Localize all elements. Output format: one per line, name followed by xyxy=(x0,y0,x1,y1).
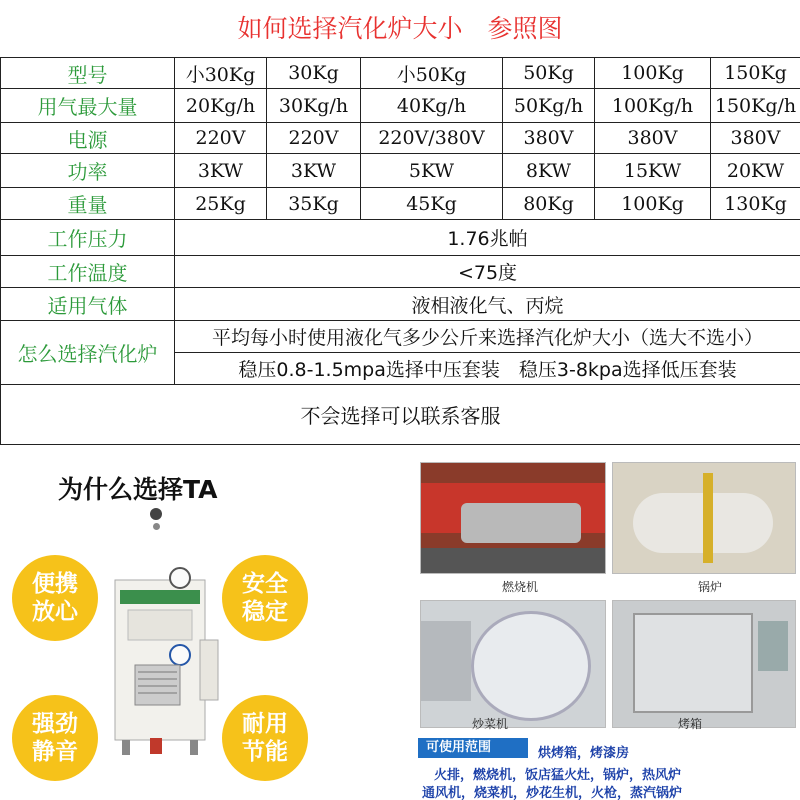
spec-cell: 3KW xyxy=(267,154,361,188)
spec-wide-cell: 液相液化气、丙烷 xyxy=(175,288,800,321)
contact-footer: 不会选择可以联系客服 xyxy=(1,385,800,445)
oven-photo xyxy=(612,600,796,728)
spec-cell: 小50Kg xyxy=(361,58,503,89)
spec-row xyxy=(1,220,800,256)
spec-wide-cell: 1.76兆帕 xyxy=(175,220,800,256)
row-label: 用气最大量 xyxy=(1,89,175,123)
badge-safe: 安全 稳定 xyxy=(222,555,308,641)
usage-line-3: 通风机，烧菜机，炒花生机，火枪，蒸汽锅炉 xyxy=(422,786,683,800)
spec-cell: 380V xyxy=(595,123,711,154)
spec-cell: 150Kg/h xyxy=(711,89,800,123)
burner-photo xyxy=(420,462,606,574)
spec-cell: 220V/380V xyxy=(361,123,503,154)
spec-cell: 15KW xyxy=(595,154,711,188)
dot-icon xyxy=(153,523,160,530)
spec-cell: 3KW xyxy=(175,154,267,188)
row-label: 适用气体 xyxy=(1,288,175,321)
usage-line-1: 烘烤箱，烤漆房 xyxy=(538,746,630,761)
spec-cell: 20KW xyxy=(711,154,800,188)
spec-cell: 25Kg xyxy=(175,188,267,220)
caption-wok-machine: 炒菜机 xyxy=(471,717,508,731)
row-label: 重量 xyxy=(1,188,175,220)
spec-cell: 220V xyxy=(175,123,267,154)
row-label: 怎么选择汽化炉 xyxy=(1,321,175,385)
boiler-photo xyxy=(612,462,796,574)
badge-portable: 便携 放心 xyxy=(12,555,98,641)
spec-cell: 40Kg/h xyxy=(361,89,503,123)
spec-cell: 380V xyxy=(503,123,595,154)
vaporizer-image xyxy=(100,560,230,760)
spec-row xyxy=(1,89,800,123)
badge-durable: 耐用 节能 xyxy=(222,695,308,781)
spec-row xyxy=(1,154,800,188)
choose-line-2: 稳压0.8-1.5mpa选择中压套装 稳压3-8kpa选择低压套装 xyxy=(175,353,800,385)
spec-table xyxy=(0,57,800,445)
spec-row xyxy=(1,256,800,288)
spec-cell: 100Kg xyxy=(595,188,711,220)
dot-icon xyxy=(150,508,162,520)
spec-cell: 35Kg xyxy=(267,188,361,220)
usage-line-2: 火排，燃烧机，饭店猛火灶，锅炉，热风炉 xyxy=(434,768,682,783)
caption-oven: 烤箱 xyxy=(677,717,702,731)
spec-cell: 80Kg xyxy=(503,188,595,220)
spec-cell: 30Kg/h xyxy=(267,89,361,123)
row-label: 工作温度 xyxy=(1,256,175,288)
spec-row xyxy=(1,385,800,445)
spec-cell: 20Kg/h xyxy=(175,89,267,123)
row-label: 型号 xyxy=(1,58,175,89)
caption-boiler: 锅炉 xyxy=(697,580,722,594)
spec-row xyxy=(1,123,800,154)
caption-burner: 燃烧机 xyxy=(501,580,538,594)
spec-cell: 30Kg xyxy=(267,58,361,89)
spec-cell: 8KW xyxy=(503,154,595,188)
spec-cell: 小30Kg xyxy=(175,58,267,89)
spec-cell: 45Kg xyxy=(361,188,503,220)
wok-machine-photo xyxy=(420,600,606,728)
spec-row xyxy=(1,288,800,321)
spec-cell: 50Kg xyxy=(503,58,595,89)
spec-cell: 220V xyxy=(267,123,361,154)
row-label: 电源 xyxy=(1,123,175,154)
row-label: 功率 xyxy=(1,154,175,188)
spec-cell: 50Kg/h xyxy=(503,89,595,123)
row-label: 工作压力 xyxy=(1,220,175,256)
page-title: 如何选择汽化炉大小 参照图 xyxy=(237,14,563,43)
spec-row xyxy=(1,58,800,89)
spec-cell: 100Kg/h xyxy=(595,89,711,123)
spec-row xyxy=(1,321,800,353)
why-heading: 为什么选择TA xyxy=(58,475,218,504)
spec-cell: 380V xyxy=(711,123,800,154)
choose-line-1: 平均每小时使用液化气多少公斤来选择汽化炉大小（选大不选小） xyxy=(175,321,800,353)
spec-row xyxy=(1,188,800,220)
badge-quiet: 强劲 静音 xyxy=(12,695,98,781)
spec-cell: 5KW xyxy=(361,154,503,188)
spec-cell: 100Kg xyxy=(595,58,711,89)
spec-cell: 150Kg xyxy=(711,58,800,89)
spec-wide-cell: <75度 xyxy=(175,256,800,288)
usage-banner: 可使用范围 xyxy=(418,738,528,758)
spec-cell: 130Kg xyxy=(711,188,800,220)
